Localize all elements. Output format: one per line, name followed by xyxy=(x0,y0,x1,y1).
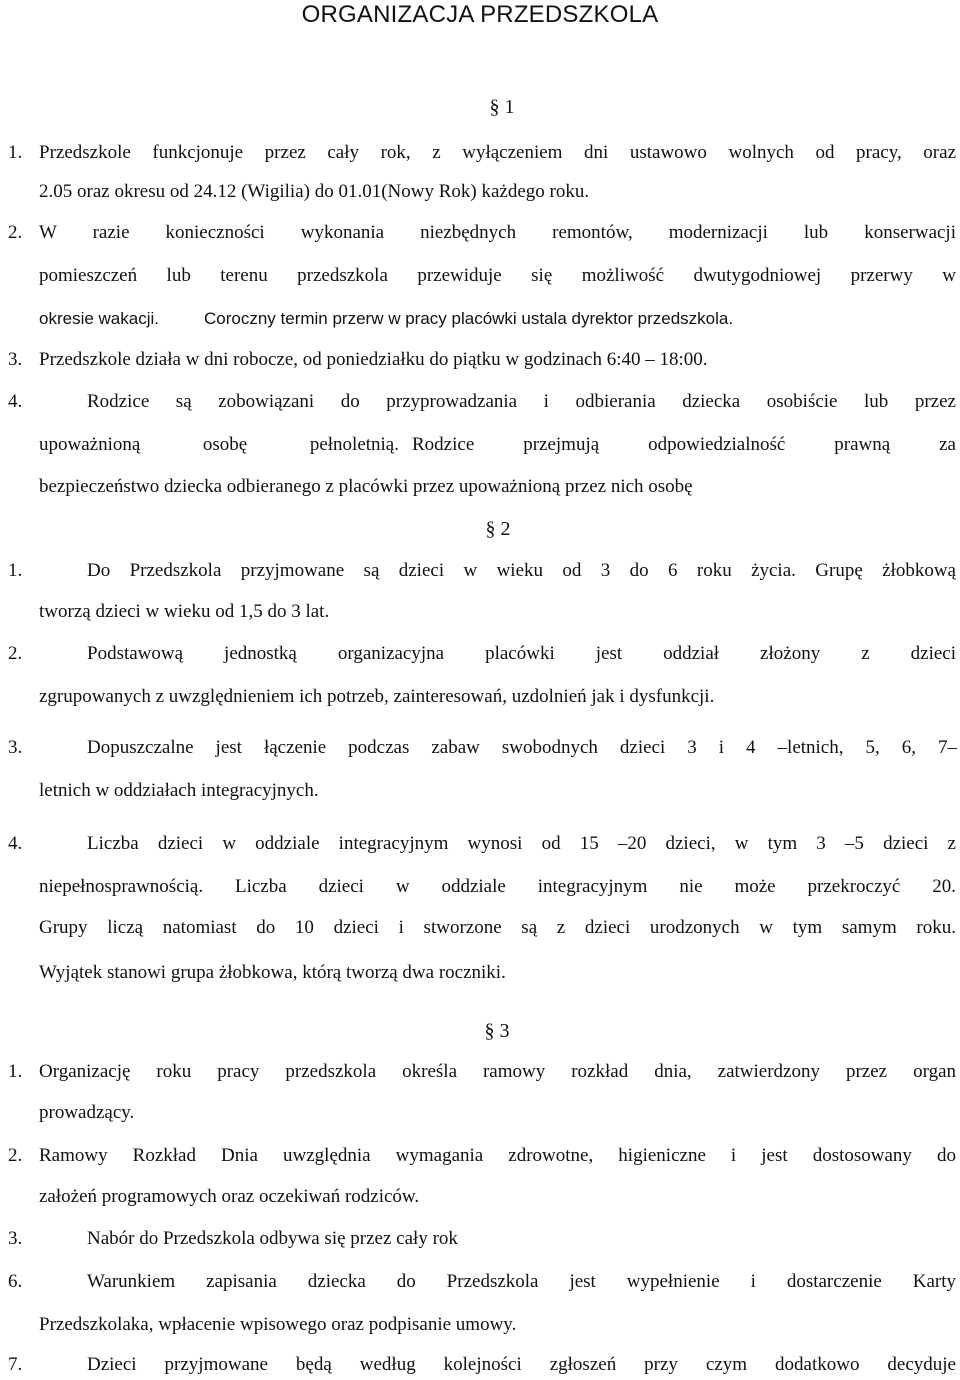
list-item-number: 2. xyxy=(8,643,23,664)
list-item-line: pomieszczeń lub terenu przedszkola przewiduje się możliwość dwutygodniowej przerwy w xyxy=(39,265,956,286)
list-item-line: upoważnioną osobę pełnoletnią. xyxy=(39,434,399,455)
list-item-line: Organizację roku pracy przedszkola określa ramowy rozkład dnia, zatwierdzony przez organ xyxy=(39,1061,956,1082)
list-item-number: 2. xyxy=(8,222,23,243)
list-item-line: założeń programowych oraz oczekiwań rodziców. xyxy=(39,1186,420,1207)
list-item-number: 3. xyxy=(8,349,23,370)
list-item-line: Dzieci przyjmowane będą według kolejności zgłoszeń przy czym dodatkowo decyduje xyxy=(87,1354,956,1375)
list-item-line: Wyjątek stanowi grupa żłobkowa, którą tworzą dwa roczniki. xyxy=(39,962,506,983)
list-item-line: Grupy liczą natomiast do 10 dzieci i stworzone są z dzieci urodzonych w tym samym roku. xyxy=(39,917,956,938)
list-item-line: Do Przedszkola przyjmowane są dzieci w wieku od 3 do 6 roku życia. Grupę żłobkową xyxy=(87,560,956,581)
list-item-line: Podstawową jednostką organizacyjna placówki jest oddział złożony z dzieci xyxy=(87,643,956,664)
list-item-number: 4. xyxy=(8,833,23,854)
list-item-line: bezpieczeństwo dziecka odbieranego z placówki przez upoważnioną przez nich osobę xyxy=(39,476,693,497)
list-item-line: Coroczny termin przerw w pracy placówki ustala dyrektor przedszkola. xyxy=(204,309,734,328)
list-item-line: Rodzice przejmują odpowiedzialność prawną za xyxy=(412,434,956,455)
list-item-number: 4. xyxy=(8,391,23,412)
list-item-line: Przedszkole funkcjonuje przez cały rok, z wyłączeniem dni ustawowo wolnych od pracy, oraz xyxy=(39,142,956,163)
list-item-line: niepełnosprawnością. Liczba dzieci w oddziale integracyjnym nie może przekroczyć 20. xyxy=(39,876,956,897)
list-item-line: Liczba dzieci w oddziale integracyjnym wynosi od 15 –20 dzieci, w tym 3 –5 dzieci z xyxy=(87,833,956,854)
list-item-number: 3. xyxy=(8,1228,23,1249)
list-item-number: 2. xyxy=(8,1145,23,1166)
section-heading-3: § 3 xyxy=(484,1020,510,1042)
list-item-line: Przedszkole działa w dni robocze, od poniedziałku do piątku w godzinach 6:40 – 18:00. xyxy=(39,349,708,370)
list-item-line: Przedszkolaka, wpłacenie wpisowego oraz podpisanie umowy. xyxy=(39,1314,517,1335)
list-item-number: 6. xyxy=(8,1271,23,1292)
list-item-line: W razie konieczności wykonania niezbędnych remontów, modernizacji lub konserwacji xyxy=(39,222,956,243)
section-heading-2: § 2 xyxy=(485,518,511,540)
list-item-number: 1. xyxy=(8,1061,23,1082)
list-item-line: tworzą dzieci w wieku od 1,5 do 3 lat. xyxy=(39,601,330,622)
list-item-number: 7. xyxy=(8,1354,23,1375)
list-item-line: prowadzący. xyxy=(39,1102,135,1123)
section-heading-1: § 1 xyxy=(489,96,515,118)
list-item-line: Rodzice są zobowiązani do przyprowadzania i odbierania dziecka osobiście lub przez xyxy=(87,391,956,412)
list-item-line: okresie wakacji. xyxy=(39,309,159,328)
list-item-line: zgrupowanych z uwzględnieniem ich potrzeb, zainteresowań, uzdolnień jak i dysfunkcji. xyxy=(39,686,715,707)
list-item-line: Nabór do Przedszkola odbywa się przez cały rok xyxy=(87,1228,458,1249)
list-item-line: Dopuszczalne jest łączenie podczas zabaw swobodnych dzieci 3 i 4 –letnich, 5, 6, 7– xyxy=(87,737,957,758)
list-item-number: 1. xyxy=(8,142,23,163)
list-item-line: letnich w oddziałach integracyjnych. xyxy=(39,780,319,801)
page-title: ORGANIZACJA PRZEDSZKOLA xyxy=(301,1,659,28)
list-item-line: 2.05 oraz okresu od 24.12 (Wigilia) do 01.01(Nowy Rok) każdego roku. xyxy=(39,181,590,202)
list-item-number: 3. xyxy=(8,737,23,758)
list-item-line: Warunkiem zapisania dziecka do Przedszkola jest wypełnienie i dostarczenie Karty xyxy=(87,1271,956,1292)
list-item-number: 1. xyxy=(8,560,23,581)
list-item-line: Ramowy Rozkład Dnia uwzględnia wymagania zdrowotne, higieniczne i jest dostosowany do xyxy=(39,1145,956,1166)
